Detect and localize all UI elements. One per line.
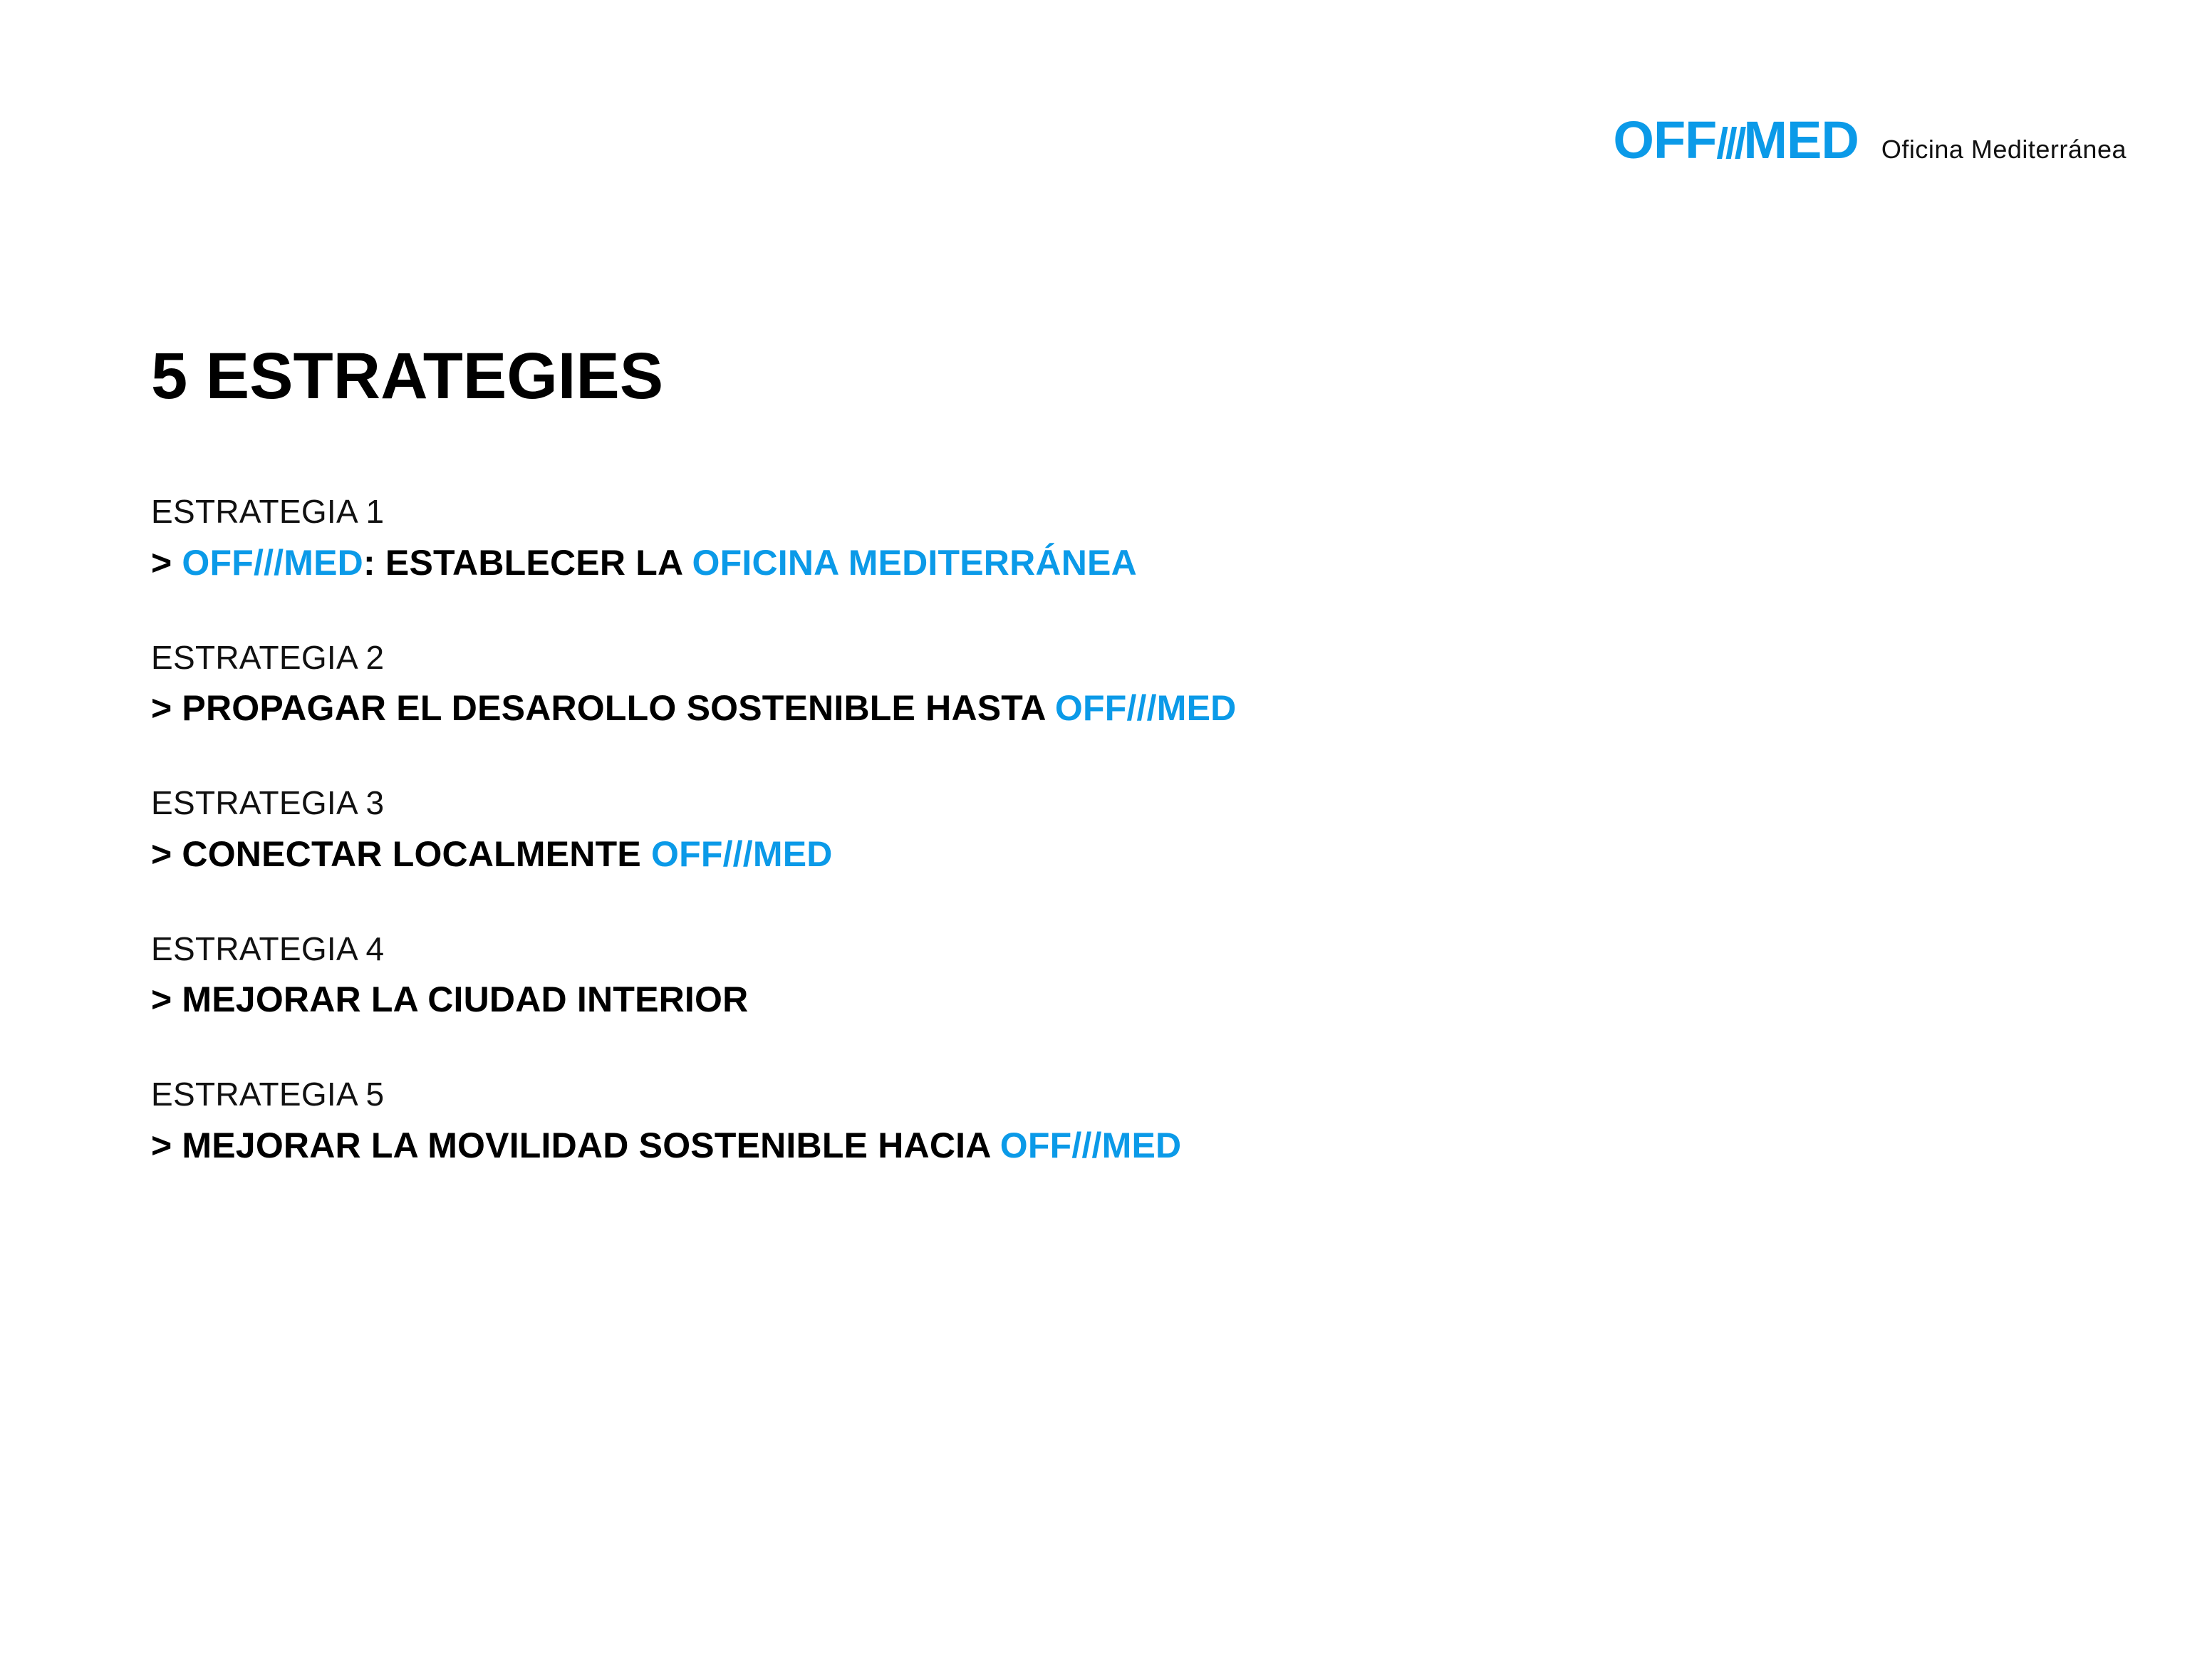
strategy-brand-med: MED xyxy=(752,833,833,874)
strategy-brand-slashes: /// xyxy=(722,833,753,874)
logo-tagline: Oficina Mediterránea xyxy=(1881,135,2127,164)
list-item xyxy=(151,638,2127,732)
strategy-brand-off: OFF xyxy=(182,542,254,583)
bullet-arrow-icon: > xyxy=(151,1125,172,1165)
strategy-brand-off: OFF xyxy=(651,833,723,874)
strategy-brand-med: MED xyxy=(284,542,363,583)
strategy-label: ESTRATEGIA 3 xyxy=(151,784,385,821)
bullet-arrow-icon: > xyxy=(151,688,172,728)
strategy-text xyxy=(151,831,2127,878)
list-item xyxy=(151,492,2127,586)
strategy-brand-med: MED xyxy=(1156,688,1237,728)
strategy-body: CONECTAR LOCALMENTE xyxy=(182,833,651,874)
strategy-body: MEJORAR LA CIUDAD INTERIOR xyxy=(182,979,749,1019)
strategy-label: ESTRATEGIA 4 xyxy=(151,930,385,967)
list-item xyxy=(151,929,2127,1024)
strategy-label: ESTRATEGIA 2 xyxy=(151,638,385,676)
strategy-text xyxy=(151,685,2127,732)
list-item xyxy=(151,1074,2127,1169)
strategy-brand-med: MED xyxy=(1101,1125,1182,1165)
strategy-text xyxy=(151,977,2127,1023)
bullet-arrow-icon: > xyxy=(151,979,172,1019)
strategy-brand-slashes: /// xyxy=(253,542,284,583)
offmed-logo xyxy=(1613,110,2127,170)
strategy-label: ESTRATEGIA 1 xyxy=(151,493,385,530)
strategy-brand-slashes: /// xyxy=(1071,1125,1102,1165)
strategy-highlight: OFICINA MEDITERRÁNEA xyxy=(692,542,1137,583)
logo-word-med: MED xyxy=(1743,110,1859,170)
strategy-text xyxy=(151,540,2127,586)
strategy-text xyxy=(151,1123,2127,1169)
strategy-body: : ESTABLECER LA xyxy=(363,542,692,583)
strategy-label: ESTRATEGIA 5 xyxy=(151,1076,385,1113)
logo-wordmark xyxy=(1613,110,1859,170)
bullet-arrow-icon: > xyxy=(151,833,172,874)
strategy-list xyxy=(151,492,2127,1169)
logo-word-off: OFF xyxy=(1613,110,1717,170)
strategy-brand-slashes: /// xyxy=(1126,688,1157,728)
strategy-body: MEJORAR LA MOVILIDAD SOSTENIBLE HACIA xyxy=(182,1125,1000,1165)
page-title: 5 ESTRATEGIES xyxy=(151,339,664,412)
strategy-body: PROPAGAR EL DESAROLLO SOSTENIBLE HASTA xyxy=(182,688,1055,728)
bullet-arrow-icon: > xyxy=(151,542,172,583)
logo-slashes: /// xyxy=(1716,120,1744,167)
list-item xyxy=(151,783,2127,878)
strategy-brand-off: OFF xyxy=(999,1125,1072,1165)
strategy-brand-off: OFF xyxy=(1054,688,1127,728)
